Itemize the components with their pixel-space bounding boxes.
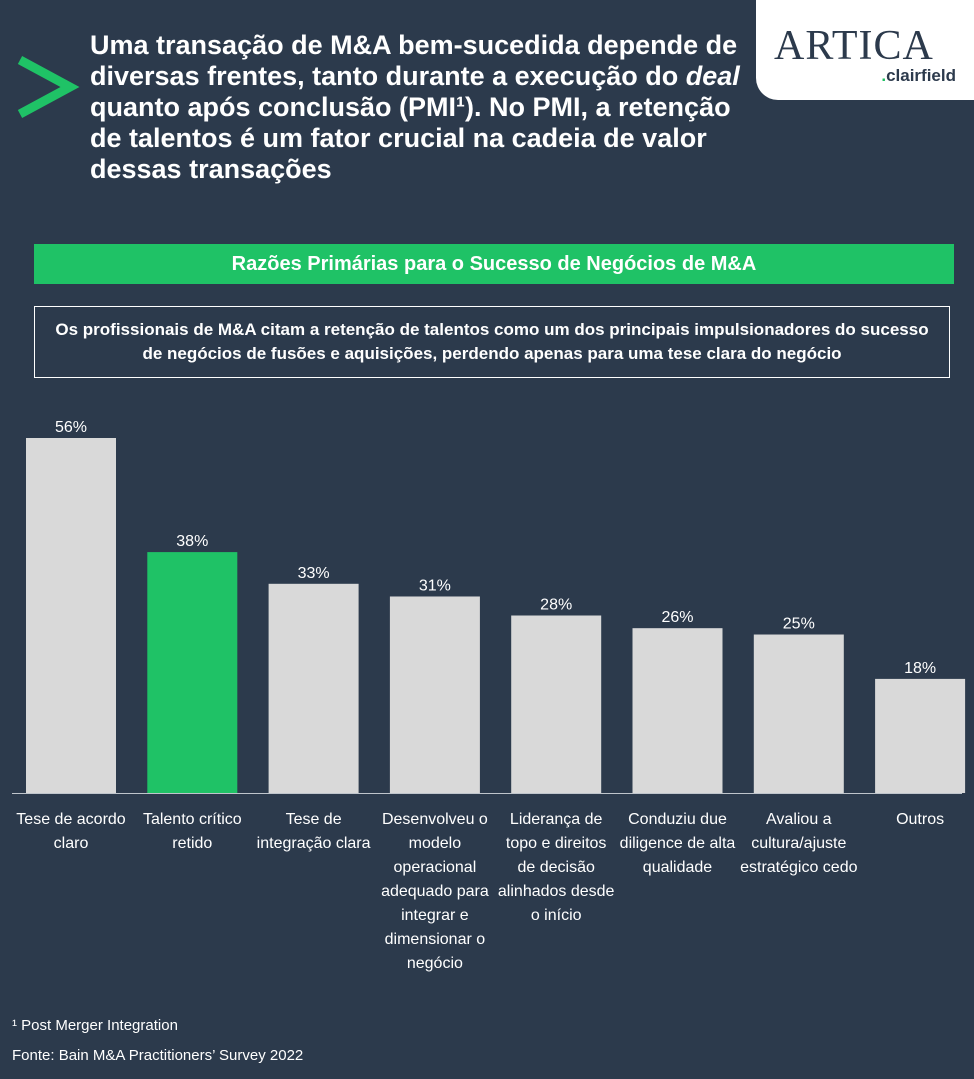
logo-subtitle [881,66,956,86]
headline-part-2: quanto após conclusão (PMI¹). No PMI, a retenção de talentos é um fator crucial na cadeia de valor dessas transações [90,92,731,184]
source-note: Fonte: Bain M&A Practitioners’ Survey 2022 [12,1047,304,1064]
category-label-2: Talento crítico retido [142,811,242,852]
category-label-7: Avaliou a cultura/ajuste estratégico cedo [740,811,858,876]
data-label-6: 26% [661,609,694,627]
headline-emphasis: deal [685,61,740,91]
data-label-4: 31% [418,577,451,595]
bar-4 [390,596,480,793]
bar-1 [26,438,116,793]
bar-3 [269,584,359,793]
chevron-arrow-icon [14,54,80,120]
data-label-1: 56% [54,419,88,436]
logo-subtitle-text: clairfield [886,66,956,85]
data-label-2: 38% [176,533,209,551]
chart-title: Razões Primárias para o Sucesso de Negócios de M&A [34,244,954,284]
logo-wordmark: ARTICA [774,23,934,69]
bar-chart [0,400,974,800]
chart-subtitle: Os profissionais de M&A citam a retenção de talentos como um dos principais impulsionadores do sucesso de negócios de fusões e aquisições, perdendo apenas para uma tese clara do negócio [34,306,950,378]
category-label-6: Conduziu due diligence de alta qualidade [619,811,736,876]
artica-clairfield-logo [756,0,974,100]
data-label-8: 18% [904,659,937,677]
category-label-3: Tese de integração clara [256,811,371,852]
bar-6 [633,628,723,793]
bar-2 [147,552,237,793]
category-label-1: Tese de acordo claro [16,811,126,852]
data-label-5: 28% [540,596,573,614]
category-label-8: Outros [896,811,945,828]
category-label-5: Liderança de topo e direitos de decisão alinhados desde o início [497,811,615,924]
bar-7 [754,635,844,793]
data-label-3: 33% [297,564,330,582]
headline-part-1: Uma transação de M&A bem-sucedida depende de diversas frentes, tanto durante a execução do [90,30,738,91]
logo-dot: . [881,66,887,85]
headline [90,30,740,185]
data-label-7: 25% [782,615,815,633]
bar-8 [875,679,965,793]
bar-5 [511,616,601,794]
category-label-4: Desenvolveu o modelo operacional adequado para integrar e dimensionar o negócio [381,811,489,972]
footnote: ¹ Post Merger Integration [12,1017,178,1034]
